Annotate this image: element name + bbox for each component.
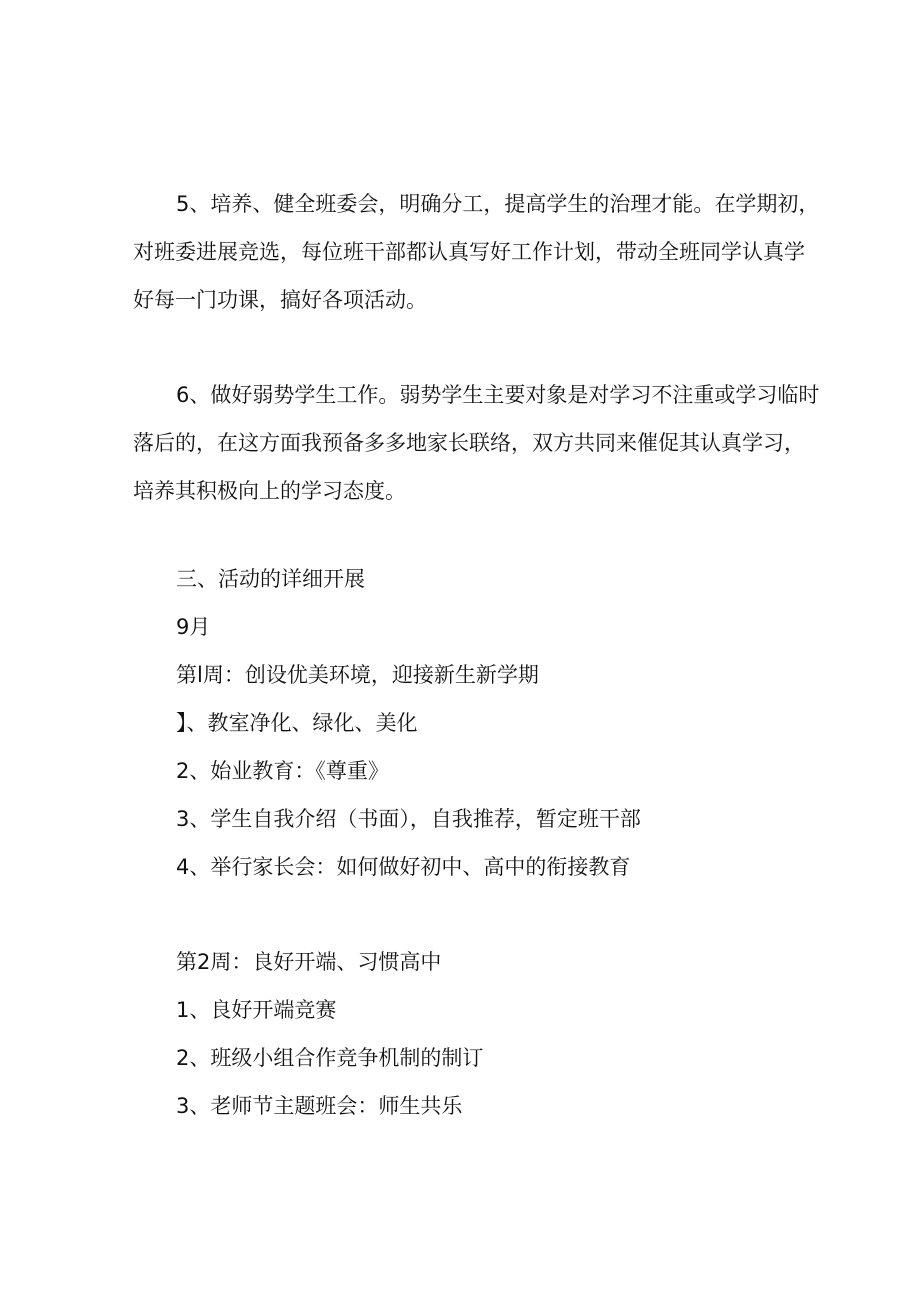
week-1-title: 第l周：创设优美环境，迎接新生新学期: [176, 663, 539, 687]
list-item: 2、班级小组合作竞争机制的制订: [176, 1046, 484, 1070]
list-item: 2、始业教育：《尊重》: [176, 759, 389, 783]
paragraph-5-line-3: 好每一门功课，搞好各项活动。: [133, 288, 427, 312]
paragraph-6-line-2: 落后的，在这方面我预备多多地家长联络，双方共同来催促其认真学习，: [133, 431, 805, 455]
paragraph-6-line-3: 培养其积极向上的学习态度。: [133, 479, 406, 503]
paragraph-6-line-1: 6、做好弱势学生工作。弱势学生主要对象是对学习不注重或学习临时: [176, 383, 820, 407]
list-item: 3、老师节主题班会：师生共乐: [176, 1094, 463, 1118]
paragraph-5-line-2: 对班委进展竞选，每位班干部都认真写好工作计划，带动全班同学认真学: [133, 240, 805, 264]
list-item: 1、良好开端竞赛: [176, 998, 337, 1022]
list-item: 4、举行家长会：如何做好初中、高中的衔接教育: [176, 855, 631, 879]
month-label: 9月: [176, 615, 211, 639]
list-item: 】、教室净化、绿化、美化: [176, 711, 418, 735]
week-2-title: 第2周：良好开端、习惯高中: [176, 950, 442, 974]
list-item: 3、学生自我介绍（书面），自我推荐，暂定班干部: [176, 807, 641, 831]
paragraph-5-line-1: 5、培养、健全班委会，明确分工，提高学生的治理才能。在学期初，: [176, 192, 820, 216]
section-heading: 三、活动的详细开展: [176, 567, 365, 591]
